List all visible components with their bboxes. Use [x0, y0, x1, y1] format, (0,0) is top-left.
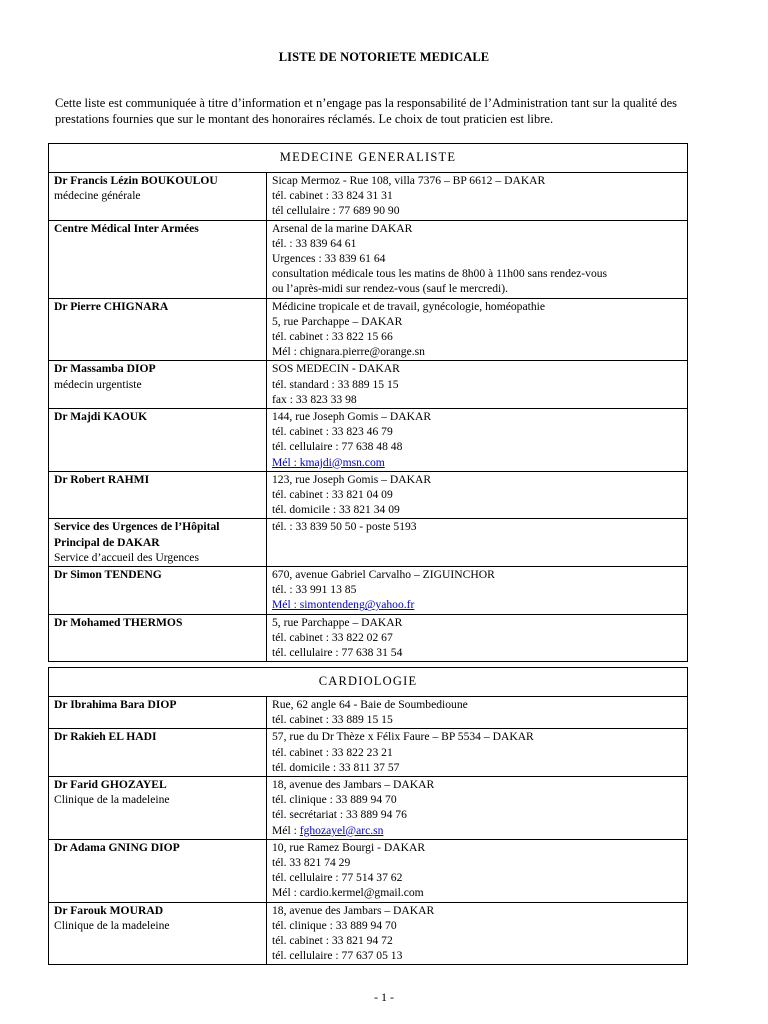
practitioner-cell — [49, 361, 267, 409]
contact-cell — [267, 697, 688, 729]
contact-cell — [267, 777, 688, 840]
page-number: - 1 - — [374, 990, 394, 1004]
table-row — [49, 697, 688, 729]
contact-line: tél. cabinet : 33 822 15 66 — [272, 330, 393, 344]
contact-line: tél. cellulaire : 77 638 31 54 — [272, 646, 403, 660]
practitioner-cell — [49, 220, 267, 298]
practitioner-cell — [49, 614, 267, 662]
practitioner-name: Service des Urgences de l’Hôpital Principal de DAKAR — [54, 520, 220, 549]
practitioner-cell — [49, 173, 267, 221]
practitioner-name: Dr Pierre CHIGNARA — [54, 299, 169, 313]
contact-cell — [267, 298, 688, 361]
contact-line: tél. : 33 839 64 61 — [272, 236, 357, 250]
contact-line: SOS MEDECIN - DAKAR — [272, 362, 400, 376]
table-row — [49, 567, 688, 615]
contact-cell — [267, 471, 688, 519]
practitioner-name: Dr Majdi KAOUK — [54, 410, 148, 424]
contact-line: Sicap Mermoz - Rue 108, villa 7376 – BP 6612 – DAKAR — [272, 174, 546, 187]
contact-cell — [267, 220, 688, 298]
table-row — [49, 409, 688, 472]
section-table-cardiologie — [48, 667, 688, 965]
contact-cell — [267, 902, 688, 965]
contact-line: 57, rue du Dr Thèze x Félix Faure – BP 5534 – DAKAR — [272, 730, 534, 744]
section-heading: MEDECINE GENERALISTE — [49, 144, 688, 173]
contact-cell — [267, 519, 688, 567]
section-header-row — [49, 668, 688, 697]
table-row — [49, 220, 688, 298]
practitioner-name: Dr Farouk MOURAD — [54, 903, 164, 917]
contact-line: 5, rue Parchappe – DAKAR — [272, 314, 403, 328]
email-link[interactable]: Mél : simontendeng@yahoo.fr — [272, 598, 415, 612]
table-row — [49, 519, 688, 567]
practitioner-name: Dr Ibrahima Bara DIOP — [54, 698, 177, 711]
contact-line: Arsenal de la marine DAKAR — [272, 221, 413, 235]
email-link[interactable]: fghozayel@arc.sn — [299, 823, 384, 837]
contact-line: tél. cabinet : 33 821 94 72 — [272, 934, 393, 948]
practitioner-name: Dr Robert RAHMI — [54, 472, 150, 486]
contact-line: 144, rue Joseph Gomis – DAKAR — [272, 410, 432, 424]
section-heading: CARDIOLOGIE — [49, 668, 688, 697]
contact-line: Mél : cardio.kermel@gmail.com — [272, 886, 424, 900]
practitioner-cell — [49, 697, 267, 729]
contact-line: tél cellulaire : 77 689 90 90 — [272, 204, 400, 218]
intro-paragraph: Cette liste est communiquée à titre d’information et n’engage pas la responsabilité de l’Administration tant sur la qualité des prestations fournies que sur le montant des honoraires réclamés. Le choix de tout praticien est libre. — [55, 96, 678, 126]
table-row — [49, 361, 688, 409]
practitioner-cell — [49, 567, 267, 615]
table-row — [49, 173, 688, 221]
contact-line: 18, avenue des Jambars – DAKAR — [272, 778, 435, 792]
email-link[interactable]: Mél : kmajdi@msn.com — [272, 455, 385, 469]
contact-line: tél. cabinet : 33 889 15 15 — [272, 713, 393, 727]
contact-line: tél. cabinet : 33 823 46 79 — [272, 425, 393, 439]
practitioner-cell — [49, 298, 267, 361]
contact-line: tél. clinique : 33 889 94 70 — [272, 793, 397, 807]
practitioner-subtitle: médecine générale — [54, 189, 141, 203]
contact-line: tél. cellulaire : 77 514 37 62 — [272, 871, 403, 885]
contact-cell — [267, 567, 688, 615]
contact-line: fax : 33 823 33 98 — [272, 392, 357, 406]
table-row — [49, 729, 688, 777]
contact-line — [272, 823, 687, 838]
section-header-row — [49, 144, 688, 173]
contact-line: tél. cabinet : 33 821 04 09 — [272, 488, 393, 502]
contact-line: tél. domicile : 33 821 34 09 — [272, 503, 400, 517]
practitioner-cell — [49, 471, 267, 519]
contact-line-prefix: Mél : — [272, 823, 300, 837]
contact-line: tél. cellulaire : 77 638 48 48 — [272, 440, 403, 454]
practitioner-name: Dr Rakieh EL HADI — [54, 730, 157, 744]
table-row — [49, 777, 688, 840]
practitioner-subtitle: Clinique de la madeleine — [54, 793, 170, 807]
table-row — [49, 839, 688, 902]
practitioner-subtitle: Service d’accueil des Urgences — [54, 550, 199, 564]
contact-line: tél. cabinet : 33 822 02 67 — [272, 630, 393, 644]
contact-line: tél. : 33 839 50 50 - poste 5193 — [272, 520, 417, 534]
practitioner-cell — [49, 777, 267, 840]
page-title: LISTE DE NOTORIETE MEDICALE — [278, 50, 490, 64]
contact-cell — [267, 173, 688, 221]
practitioner-name: Dr Francis Lézin BOUKOULOU — [54, 174, 218, 187]
practitioner-subtitle: médecin urgentiste — [54, 377, 142, 391]
contact-line: 10, rue Ramez Bourgi - DAKAR — [272, 840, 426, 854]
table-row — [49, 614, 688, 662]
contact-cell — [267, 409, 688, 472]
practitioner-name: Dr Massamba DIOP — [54, 362, 156, 376]
table-row — [49, 471, 688, 519]
contact-cell — [267, 839, 688, 902]
contact-line: Mél : chignara.pierre@orange.sn — [272, 345, 425, 359]
practitioner-cell — [49, 519, 267, 567]
contact-line: tél. cabinet : 33 822 23 21 — [272, 745, 393, 759]
table-row — [49, 902, 688, 965]
contact-cell — [267, 614, 688, 662]
contact-line: 123, rue Joseph Gomis – DAKAR — [272, 472, 432, 486]
practitioner-name: Dr Farid GHOZAYEL — [54, 778, 167, 792]
practitioner-name: Dr Mohamed THERMOS — [54, 615, 183, 629]
practitioner-cell — [49, 839, 267, 902]
practitioner-name: Dr Adama GNING DIOP — [54, 840, 180, 854]
contact-line: tél. cabinet : 33 824 31 31 — [272, 189, 393, 203]
practitioner-cell — [49, 409, 267, 472]
contact-cell — [267, 361, 688, 409]
contact-line: ou l’après-midi sur rendez-vous (sauf le mercredi). — [272, 282, 508, 296]
contact-line: tél. standard : 33 889 15 15 — [272, 377, 399, 391]
contact-line: Rue, 62 angle 64 - Baie de Soumbedioune — [272, 698, 468, 711]
contact-line: Médicine tropicale et de travail, gynécologie, homéopathie — [272, 299, 545, 313]
contact-line: 5, rue Parchappe – DAKAR — [272, 615, 403, 629]
contact-line: tél. 33 821 74 29 — [272, 856, 351, 870]
practitioner-name: Dr Simon TENDENG — [54, 568, 162, 582]
practitioner-cell — [49, 902, 267, 965]
contact-cell — [267, 729, 688, 777]
table-row — [49, 298, 688, 361]
contact-line: tél. secrétariat : 33 889 94 76 — [272, 808, 407, 822]
contact-line: Urgences : 33 839 61 64 — [272, 252, 386, 266]
contact-line: tél. cellulaire : 77 637 05 13 — [272, 949, 403, 963]
contact-line: consultation médicale tous les matins de 8h00 à 11h00 sans rendez-vous — [272, 267, 608, 281]
section-table-medecine-generaliste — [48, 143, 688, 662]
contact-line: 670, avenue Gabriel Carvalho – ZIGUINCHOR — [272, 568, 495, 582]
practitioner-name: Centre Médical Inter Armées — [54, 221, 199, 235]
contact-line: 18, avenue des Jambars – DAKAR — [272, 903, 435, 917]
contact-line: tél. : 33 991 13 85 — [272, 583, 357, 597]
practitioner-subtitle: Clinique de la madeleine — [54, 918, 170, 932]
practitioner-cell — [49, 729, 267, 777]
contact-line: tél. domicile : 33 811 37 57 — [272, 760, 400, 774]
contact-line: tél. clinique : 33 889 94 70 — [272, 918, 397, 932]
